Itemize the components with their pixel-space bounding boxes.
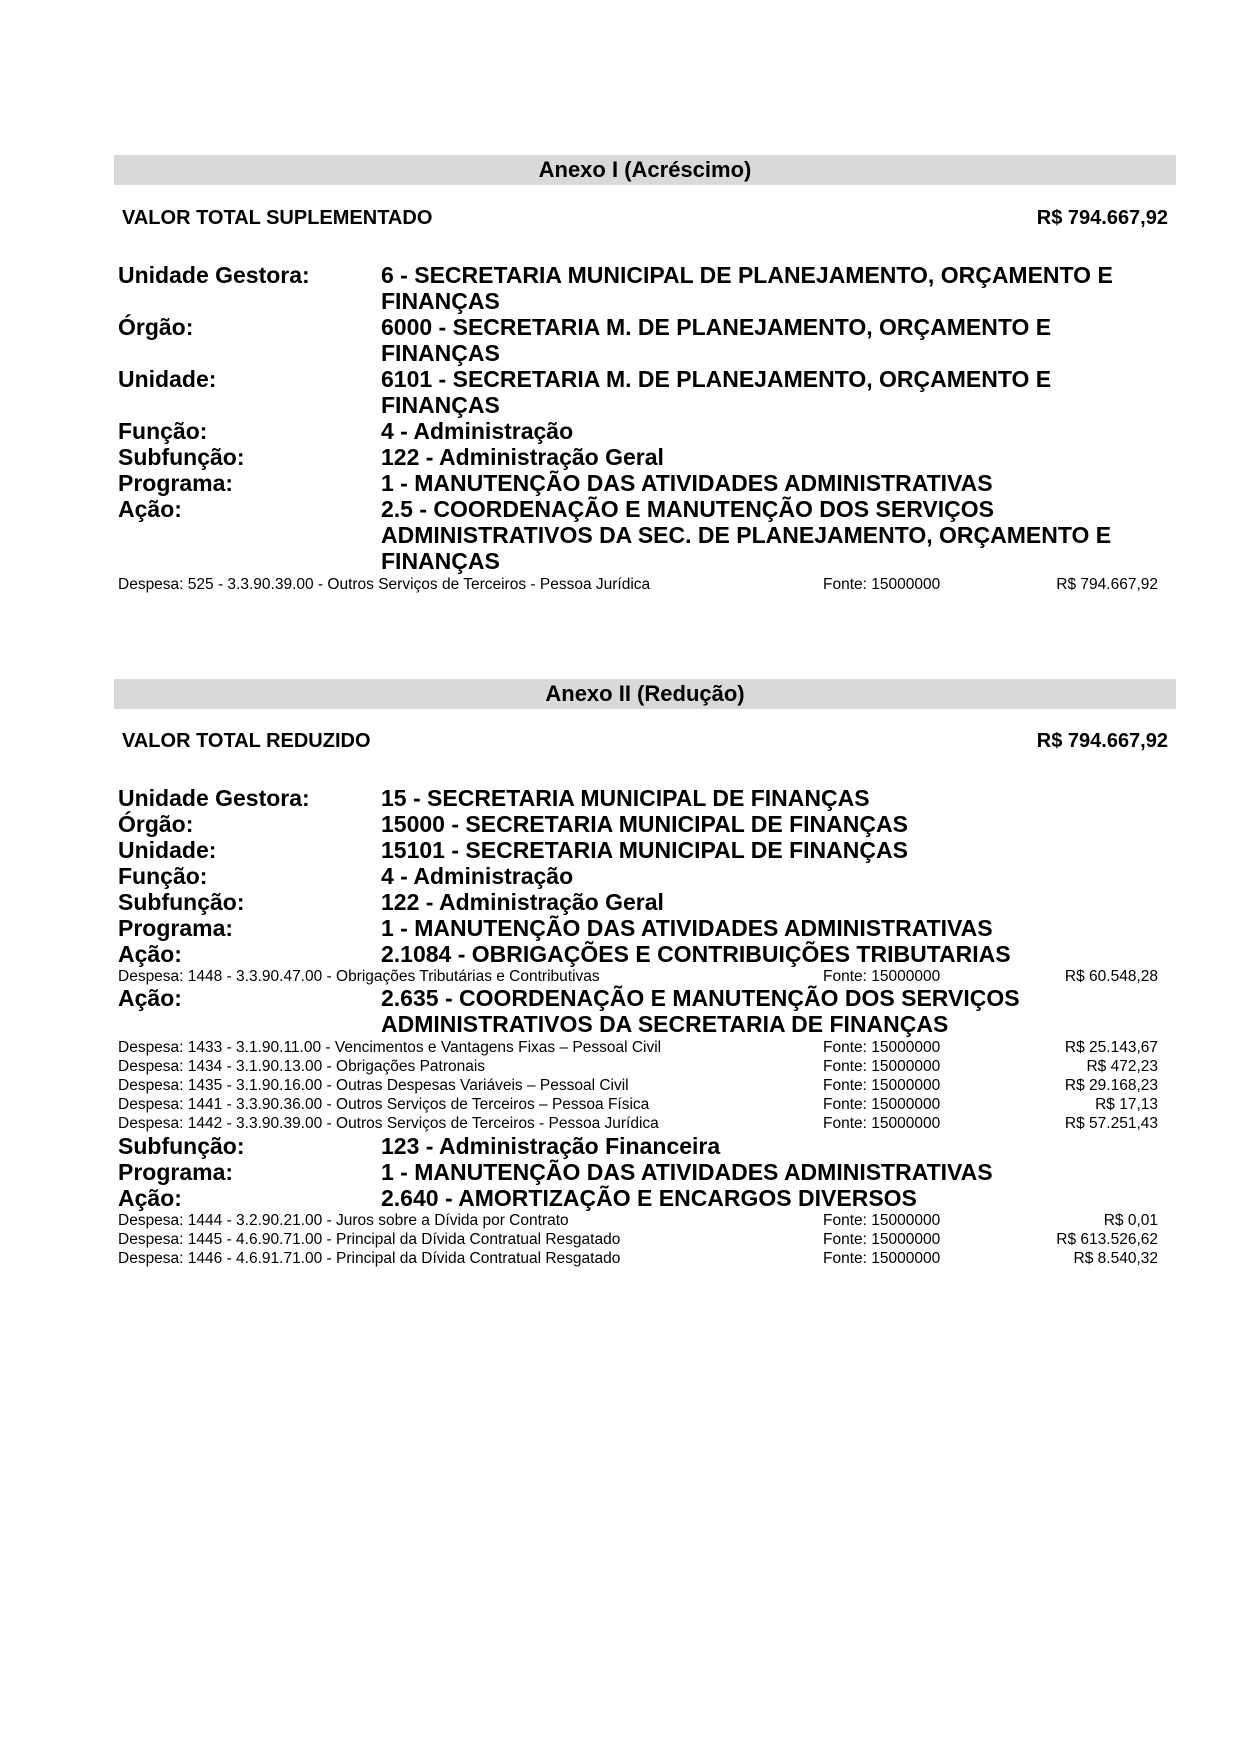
expense-description: Despesa: 525 - 3.3.90.39.00 - Outros Serviços de Terceiros - Pessoa Jurídica bbox=[118, 576, 651, 593]
annex1-total-label: VALOR TOTAL SUPLEMENTADO bbox=[122, 207, 433, 229]
row-value: 6 - SECRETARIA MUNICIPAL DE PLANEJAMENTO, ORÇAMENTO E bbox=[381, 262, 1113, 288]
expense-description: Despesa: 1446 - 4.6.91.71.00 - Principal da Dívida Contratual Resgatado bbox=[118, 1250, 621, 1267]
row-value: 122 - Administração Geral bbox=[381, 444, 664, 470]
expense-description: Despesa: 1444 - 3.2.90.21.00 - Juros sobre a Dívida por Contrato bbox=[118, 1212, 569, 1229]
row-value: 15101 - SECRETARIA MUNICIPAL DE FINANÇAS bbox=[381, 837, 908, 863]
expense-value: R$ 8.540,32 bbox=[1073, 1250, 1158, 1267]
row-label: Função: bbox=[118, 863, 208, 889]
annex2-total-row bbox=[122, 729, 1168, 753]
row-value: 4 - Administração bbox=[381, 863, 574, 889]
row-label: Unidade: bbox=[118, 366, 217, 392]
expense-value: R$ 17,13 bbox=[1095, 1096, 1158, 1113]
row-label: Unidade: bbox=[118, 837, 217, 863]
expense-description: Despesa: 1435 - 3.1.90.16.00 - Outras Despesas Variáveis – Pessoal Civil bbox=[118, 1077, 629, 1094]
row-value: 1 - MANUTENÇÃO DAS ATIVIDADES ADMINISTRATIVAS bbox=[381, 915, 993, 941]
row-label: Ação: bbox=[118, 496, 182, 522]
expense-value: R$ 60.548,28 bbox=[1064, 968, 1158, 985]
row-value: 2.1084 - OBRIGAÇÕES E CONTRIBUIÇÕES TRIBUTARIAS bbox=[381, 941, 1011, 967]
annex2-total-value: R$ 794.667,92 bbox=[1036, 730, 1168, 752]
expense-description: Despesa: 1433 - 3.1.90.11.00 - Vencimentos e Vantagens Fixas – Pessoal Civil bbox=[118, 1039, 662, 1056]
expense-description: Despesa: 1448 - 3.3.90.47.00 - Obrigações Tributárias e Contributivas bbox=[118, 968, 600, 985]
row-value: 15 - SECRETARIA MUNICIPAL DE FINANÇAS bbox=[381, 785, 870, 811]
expense-fonte: Fonte: 15000000 bbox=[823, 1058, 941, 1075]
expense-description: Despesa: 1434 - 3.1.90.13.00 - Obrigações Patronais bbox=[118, 1058, 486, 1075]
expense-value: R$ 0,01 bbox=[1103, 1212, 1158, 1229]
annex1-total-value: R$ 794.667,92 bbox=[1036, 207, 1168, 229]
row-label: Ação: bbox=[118, 1185, 182, 1211]
row-label: Unidade Gestora: bbox=[118, 262, 310, 288]
row-label: Função: bbox=[118, 418, 208, 444]
row-label: Programa: bbox=[118, 915, 234, 941]
row-label: Ação: bbox=[118, 941, 182, 967]
expense-fonte: Fonte: 15000000 bbox=[823, 576, 941, 593]
row-value: 6101 - SECRETARIA M. DE PLANEJAMENTO, ORÇAMENTO E bbox=[381, 366, 1052, 392]
expense-description: Despesa: 1441 - 3.3.90.36.00 - Outros Serviços de Terceiros – Pessoa Física bbox=[118, 1096, 650, 1113]
row-label: Subfunção: bbox=[118, 889, 245, 915]
expense-fonte: Fonte: 15000000 bbox=[823, 968, 941, 985]
expense-value: R$ 25.143,67 bbox=[1064, 1039, 1158, 1056]
row-value: ADMINISTRATIVOS DA SEC. DE PLANEJAMENTO, ORÇAMENTO E bbox=[381, 522, 1112, 548]
row-value: 2.5 - COORDENAÇÃO E MANUTENÇÃO DOS SERVIÇOS bbox=[381, 496, 994, 522]
row-label: Subfunção: bbox=[118, 1133, 245, 1159]
row-label: Subfunção: bbox=[118, 444, 245, 470]
row-value: 2.635 - COORDENAÇÃO E MANUTENÇÃO DOS SERVIÇOS bbox=[381, 985, 1020, 1011]
expense-fonte: Fonte: 15000000 bbox=[823, 1250, 941, 1267]
row-value: 6000 - SECRETARIA M. DE PLANEJAMENTO, ORÇAMENTO E bbox=[381, 314, 1052, 340]
row-value: FINANÇAS bbox=[381, 392, 500, 418]
row-value: FINANÇAS bbox=[381, 288, 500, 314]
expense-description: Despesa: 1445 - 4.6.90.71.00 - Principal da Dívida Contratual Resgatado bbox=[118, 1231, 621, 1248]
expense-value: R$ 613.526,62 bbox=[1056, 1231, 1158, 1248]
row-value: 1 - MANUTENÇÃO DAS ATIVIDADES ADMINISTRATIVAS bbox=[381, 1159, 993, 1185]
row-value: FINANÇAS bbox=[381, 340, 500, 366]
row-value: 4 - Administração bbox=[381, 418, 574, 444]
expense-fonte: Fonte: 15000000 bbox=[823, 1077, 941, 1094]
expense-value: R$ 29.168,23 bbox=[1064, 1077, 1158, 1094]
row-value: ADMINISTRATIVOS DA SECRETARIA DE FINANÇAS bbox=[381, 1011, 949, 1037]
row-value: 1 - MANUTENÇÃO DAS ATIVIDADES ADMINISTRATIVAS bbox=[381, 470, 993, 496]
row-value: 2.640 - AMORTIZAÇÃO E ENCARGOS DIVERSOS bbox=[381, 1185, 917, 1211]
expense-fonte: Fonte: 15000000 bbox=[823, 1231, 941, 1248]
annex1-total-row bbox=[122, 206, 1168, 230]
row-value: 15000 - SECRETARIA MUNICIPAL DE FINANÇAS bbox=[381, 811, 908, 837]
expense-value: R$ 472,23 bbox=[1086, 1058, 1158, 1075]
expense-fonte: Fonte: 15000000 bbox=[823, 1096, 941, 1113]
expense-fonte: Fonte: 15000000 bbox=[823, 1115, 941, 1132]
row-label: Programa: bbox=[118, 470, 234, 496]
expense-description: Despesa: 1442 - 3.3.90.39.00 - Outros Serviços de Terceiros - Pessoa Jurídica bbox=[118, 1115, 659, 1132]
row-label: Ação: bbox=[118, 985, 182, 1011]
row-value: 123 - Administração Financeira bbox=[381, 1133, 721, 1159]
expense-fonte: Fonte: 15000000 bbox=[823, 1039, 941, 1056]
annex2-title: Anexo II (Redução) bbox=[114, 679, 1176, 709]
annex1-title: Anexo I (Acréscimo) bbox=[114, 155, 1176, 185]
expense-fonte: Fonte: 15000000 bbox=[823, 1212, 941, 1229]
row-label: Unidade Gestora: bbox=[118, 785, 310, 811]
row-label: Órgão: bbox=[118, 314, 194, 340]
row-value: 122 - Administração Geral bbox=[381, 889, 664, 915]
annex2-total-label: VALOR TOTAL REDUZIDO bbox=[122, 730, 371, 752]
expense-value: R$ 794.667,92 bbox=[1056, 576, 1158, 593]
expense-value: R$ 57.251,43 bbox=[1064, 1115, 1158, 1132]
row-value: FINANÇAS bbox=[381, 548, 500, 574]
row-label: Órgão: bbox=[118, 811, 194, 837]
row-label: Programa: bbox=[118, 1159, 234, 1185]
